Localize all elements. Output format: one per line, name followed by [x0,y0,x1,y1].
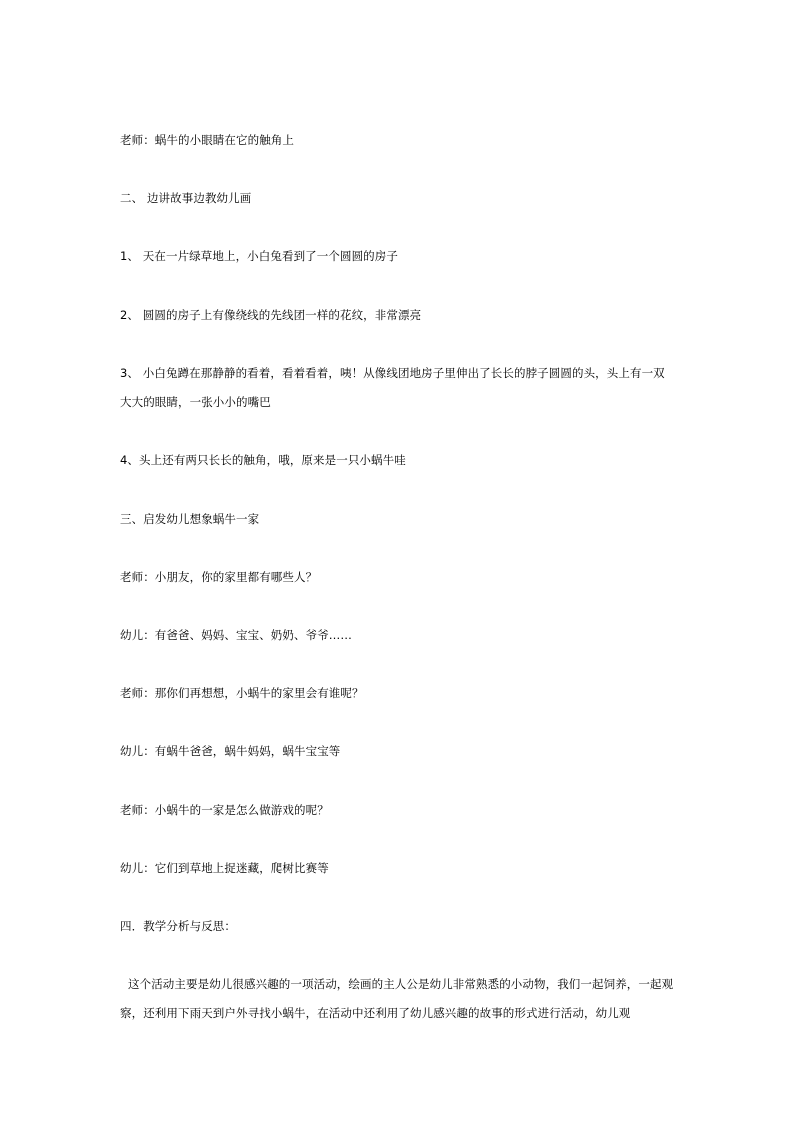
section-heading-four: 四．教学分析与反思： [120,919,236,933]
paragraph-teacher-eyes: 老师：蜗牛的小眼睛在它的触角上 [120,133,294,147]
section-heading-three: 三、启发幼儿想象蜗牛一家 [120,512,260,526]
dialogue-teacher-2: 老师：那你们再想想，小蜗牛的家里会有谁呢？ [120,686,364,700]
dialogue-teacher-1: 老师：小朋友，你的家里都有哪些人？ [120,570,318,584]
dialogue-child-1: 幼儿：有爸爸、妈妈、宝宝、奶奶、爷爷…… [120,628,352,642]
dialogue-child-3: 幼儿：它们到草地上捉迷藏，爬树比赛等 [120,861,329,875]
list-item-4: 4、头上还有两只长长的触角，哦，原来是一只小蜗牛哇 [120,453,406,467]
list-item-1: 1、 天在一片绿草地上，小白兔看到了一个圆圆的房子 [120,249,398,263]
dialogue-teacher-3: 老师：小蜗牛的一家是怎么做游戏的呢？ [120,803,329,817]
analysis-paragraph: 这个活动主要是幼儿很感兴趣的一项活动，绘画的主人公是幼儿非常熟悉的小动物，我们一起饲养，一起观察，还利用下雨天到户外寻找小蜗牛，在活动中还利用了幼儿感兴趣的故事的形式进行活动，幼儿观 [120,977,674,1020]
section-heading-two: 二、 边讲故事边教幼儿画 [120,191,252,205]
list-item-3: 3、 小白兔蹲在那静静的看着，看着看着，咦！从像线团地房子里伸出了长长的脖子圆圆的头，头上有一双大大的眼睛，一张小小的嘴巴 [120,366,665,409]
dialogue-child-2: 幼儿：有蜗牛爸爸，蜗牛妈妈，蜗牛宝宝等 [120,744,341,758]
list-item-2: 2、 圆圆的房子上有像绕线的先线团一样的花纹，非常漂亮 [120,308,422,322]
